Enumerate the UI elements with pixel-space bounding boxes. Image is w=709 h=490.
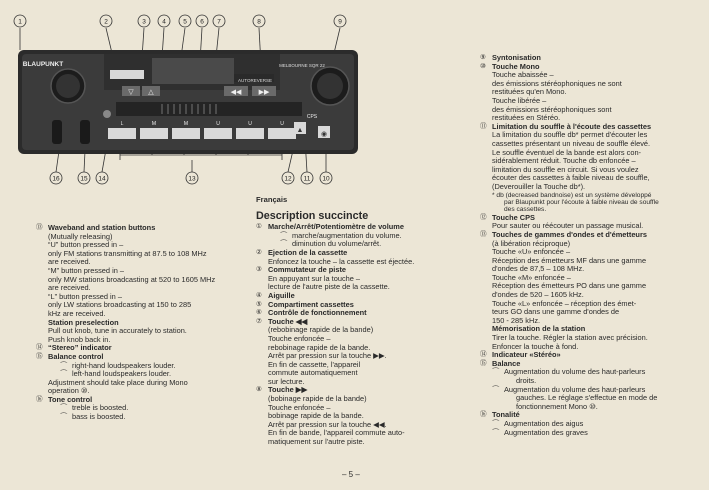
callout-number: 9 bbox=[338, 18, 342, 26]
item-number: ④ bbox=[256, 291, 262, 299]
item-line: Pour sauter ou réécouter un passage musical. bbox=[492, 221, 644, 231]
item-line: gauches. Le réglage s'effectue en mode de bbox=[516, 393, 658, 403]
item-line: (bobinage rapide de la bande) bbox=[268, 394, 367, 404]
item-number: ⑧ bbox=[256, 386, 262, 394]
item-line: Adjustment should take place during Mono bbox=[48, 377, 188, 387]
callout-number: 10 bbox=[322, 175, 330, 183]
item-line: Arrêt par pression sur la touche ◀◀. bbox=[268, 419, 387, 429]
callout-number: 12 bbox=[284, 175, 292, 183]
item-title: Syntonisation bbox=[492, 53, 541, 62]
item-line: Augmentation des aigus bbox=[504, 418, 584, 428]
svg-text:▽: ▽ bbox=[128, 89, 134, 96]
item-number: ② bbox=[256, 248, 262, 256]
preset-label: M bbox=[151, 121, 157, 127]
callout-number: 14 bbox=[98, 175, 106, 183]
item-title: Contrôle de fonctionnement bbox=[268, 308, 367, 318]
item-title: Touche ▶▶ bbox=[268, 385, 308, 395]
curve-icon: ⌒ bbox=[60, 403, 68, 413]
footnote: * db (decreased bandnoise) est un système développé bbox=[492, 191, 652, 199]
item-line: are received. bbox=[48, 283, 91, 293]
item-line: restituées en Stéréo. bbox=[492, 113, 561, 123]
item-number: ⑮ bbox=[36, 352, 43, 360]
item-title: Touche ◀◀ bbox=[268, 316, 308, 326]
item-line: Enfoncez la touche – la cassette est éjectée. bbox=[268, 256, 415, 266]
curve-icon: ⌒ bbox=[60, 369, 68, 379]
section-heading: Description succincte bbox=[256, 209, 369, 222]
item-line: “L” button pressed in – bbox=[48, 291, 122, 301]
item-title: Ejection de la cassette bbox=[268, 247, 348, 257]
item-line: only FM stations transmitting at 87.5 to 108 MHz bbox=[48, 248, 207, 258]
language-label: Français bbox=[256, 195, 288, 204]
callout-number: 3 bbox=[142, 18, 146, 26]
curve-icon: ⌒ bbox=[492, 427, 500, 437]
item-number: ⑤ bbox=[256, 300, 262, 308]
preset-label: U bbox=[216, 121, 220, 127]
item-line: (à libération réciproque) bbox=[492, 238, 571, 248]
item-line: sur lecture. bbox=[268, 376, 305, 386]
item-line: d'ondes de 87,5 – 108 MHz. bbox=[492, 264, 585, 274]
item-line: La limitation du souffle db* permet d'écouter les bbox=[492, 130, 648, 140]
item-number: ⑪ bbox=[480, 122, 487, 130]
cps-label: CPS bbox=[306, 114, 318, 120]
item-line: only MW stations broadcasting at 520 to 1605 MHz bbox=[48, 274, 216, 284]
item-line: lecture de l'autre piste de la cassette. bbox=[268, 282, 390, 292]
item-line: En fin de cassette, l'appareil bbox=[268, 359, 361, 369]
item-line: Touche enfoncée – bbox=[268, 402, 331, 412]
balance-line: ⌒ right-hand loudspeakers louder. bbox=[60, 360, 176, 370]
item-line: écouter des cassettes à faible niveau de souffle, bbox=[492, 173, 650, 183]
curve-icon: ⌒ bbox=[492, 384, 500, 394]
item-line: Le souffle éventuel de la bande est alors con- bbox=[492, 147, 642, 157]
balance-control[interactable] bbox=[80, 120, 90, 144]
item-number: ⑨ bbox=[480, 54, 486, 61]
item-line: teurs GO dans une gamme d'ondes de bbox=[492, 307, 620, 317]
item-number: ⑥ bbox=[256, 309, 262, 317]
curve-icon: ⌒ bbox=[492, 418, 500, 428]
item-line: (Deverouiller la Touche db*). bbox=[492, 181, 586, 191]
item-title: Aiguille bbox=[268, 290, 295, 300]
item-line: Augmentation du volume des haut-parleurs bbox=[504, 384, 646, 394]
item-line: d'ondes de 520 – 1605 kHz. bbox=[492, 290, 584, 300]
curve-icon: ⌒ bbox=[492, 367, 500, 377]
callout-number: 7 bbox=[217, 18, 221, 26]
item-line: Touche abaissée – bbox=[492, 70, 554, 80]
item-line: operation ⑩. bbox=[48, 386, 90, 396]
item-line: diminution du volume/arrêt. bbox=[292, 239, 382, 249]
tone-control[interactable] bbox=[52, 120, 62, 144]
item-title: Indicateur «Stéréo» bbox=[492, 350, 561, 360]
footnote: des cassettes. bbox=[504, 206, 547, 214]
callout-number: 11 bbox=[303, 175, 311, 183]
item-line: limitation du souffle en circuit. Si vous voulez bbox=[492, 164, 639, 174]
item-line: Réception des émetteurs PO dans une gamme bbox=[492, 281, 647, 291]
item-title: Commutateur de piste bbox=[268, 265, 347, 275]
item-number: ⑬ bbox=[36, 224, 43, 231]
item-line: Touche «L» enfoncée – réception des émet- bbox=[492, 298, 637, 308]
item-number: ① bbox=[256, 223, 262, 231]
item-title: Touches de gammes d'ondes et d'émetteurs bbox=[492, 229, 647, 239]
item-line: fonctionnement Mono ⑩. bbox=[516, 401, 598, 411]
curve-icon: ⌒ bbox=[60, 412, 68, 422]
callout-number: 4 bbox=[162, 18, 166, 26]
preset-label: U bbox=[280, 121, 284, 127]
item-line: (rebobinage rapide de la bande) bbox=[268, 325, 374, 335]
item-title: Waveband and station buttons bbox=[48, 223, 156, 232]
item-title: Tone control bbox=[48, 394, 93, 404]
english-column bbox=[36, 224, 241, 422]
preset-label: L bbox=[120, 121, 124, 127]
svg-text:▶▶: ▶▶ bbox=[258, 89, 270, 96]
curve-icon: ⌒ bbox=[280, 230, 288, 240]
item-line: Touche «U» enfoncée – bbox=[492, 247, 571, 257]
curve-icon: ⌒ bbox=[280, 239, 288, 249]
item-number: ⑩ bbox=[480, 62, 486, 70]
callout-number: 15 bbox=[80, 175, 88, 183]
item-title: Tonalité bbox=[492, 410, 520, 420]
svg-text:◉: ◉ bbox=[320, 131, 328, 138]
radio-drawing bbox=[12, 10, 360, 190]
callout-number: 1 bbox=[18, 18, 22, 26]
item-title: “Stereo” indicator bbox=[48, 343, 112, 353]
item-title: Touche Mono bbox=[492, 61, 540, 71]
item-line: bobinage rapide de la bande. bbox=[268, 411, 364, 421]
item-title: Marche/Arrêt/Potentiomètre de volume bbox=[268, 222, 404, 232]
item-line: kHz are received. bbox=[48, 308, 106, 318]
item-line: des émissions stéréophoniques ne sont bbox=[492, 78, 622, 88]
item-title: Limitation du souffle à l'écoute des cassettes bbox=[492, 121, 652, 131]
item-title: Compartiment cassettes bbox=[268, 299, 354, 309]
item-line: commute automatiquement bbox=[268, 368, 358, 378]
item-line: Touche «M» enfoncée – bbox=[492, 272, 571, 282]
item-number: ⑯ bbox=[480, 411, 487, 419]
curve-icon: ⌒ bbox=[60, 360, 68, 370]
item-line: des émissions stéréophoniques sont bbox=[492, 104, 612, 114]
svg-text:▲: ▲ bbox=[296, 127, 304, 134]
callout-number: 13 bbox=[188, 175, 196, 183]
item-line: Arrêt par pression sur la touche ▶▶. bbox=[268, 351, 387, 361]
svg-text:◀◀: ◀◀ bbox=[230, 89, 242, 96]
item-line: En appuyant sur la touche – bbox=[268, 273, 361, 283]
item-number: ③ bbox=[256, 266, 262, 274]
item-line: rebobinage rapide de la bande. bbox=[268, 342, 371, 352]
item-line: Tirer la touche. Régler la station avec précision. bbox=[492, 333, 648, 343]
item-line: Enfoncer la touche à fond. bbox=[492, 341, 579, 351]
radio-illustration bbox=[12, 10, 360, 190]
callout-number: 5 bbox=[183, 18, 187, 26]
item-number: ⑭ bbox=[480, 351, 487, 359]
item-line: Réception des émetteurs MF dans une gamme bbox=[492, 255, 647, 265]
item-number: ⑬ bbox=[480, 230, 487, 238]
item-line: are received. bbox=[48, 257, 91, 267]
item-line: Augmentation des graves bbox=[504, 427, 588, 437]
page-number: – 5 – bbox=[342, 470, 360, 479]
item-line: marche/augmentation du volume. bbox=[292, 230, 402, 240]
french-column-1 bbox=[256, 196, 474, 447]
callout-number: 2 bbox=[104, 18, 108, 26]
item-line: Augmentation du volume des haut-parleurs bbox=[504, 367, 646, 377]
autoreverse-label: AUTOREVERSE bbox=[238, 78, 272, 83]
item-line: Touche libérée – bbox=[492, 95, 547, 105]
item-line: sidérablement réduit. Touche db enfoncée – bbox=[492, 156, 636, 166]
footnote: par Blaupunkt pour l'écoute à faible niveau de souffle bbox=[504, 198, 659, 206]
item-title: Touche CPS bbox=[492, 212, 535, 222]
callout-number: 8 bbox=[257, 18, 261, 26]
item-line: matiquement sur l'autre piste. bbox=[268, 437, 365, 447]
callout-number: 16 bbox=[52, 175, 60, 183]
item-title: Station preselection bbox=[48, 317, 119, 327]
item-line: droits. bbox=[516, 376, 537, 385]
preset-label: U bbox=[248, 121, 252, 127]
item-line: restituées qu'en Mono. bbox=[492, 87, 567, 97]
item-title: Mémorisation de la station bbox=[492, 324, 586, 334]
model-label: MELBOURNE SQR 22 bbox=[279, 63, 325, 68]
french-column-2 bbox=[480, 54, 702, 437]
item-number: ⑮ bbox=[480, 359, 487, 367]
item-line: En fin de bande, l'appareil commute auto- bbox=[268, 428, 405, 438]
callout-number: 6 bbox=[200, 18, 204, 26]
item-line: “U” button pressed in – bbox=[48, 240, 124, 250]
item-line: (Mutually releasing) bbox=[48, 231, 113, 241]
tone-line: ⌒ bass is boosted. bbox=[60, 412, 126, 422]
item-line: Touche enfoncée – bbox=[268, 333, 331, 343]
item-line: Push knob back in. bbox=[48, 334, 111, 344]
tone-line: ⌒ treble is boosted. bbox=[60, 403, 129, 413]
svg-text:△: △ bbox=[148, 89, 154, 96]
item-line: Pull out knob, tune in accurately to station. bbox=[48, 326, 187, 336]
item-line: only LW stations broadcasting at 150 to 285 bbox=[48, 300, 192, 310]
item-line: “M” button pressed in – bbox=[48, 265, 124, 275]
item-title: Balance bbox=[492, 358, 521, 368]
balance-line: ⌒ left-hand loudspeakers louder. bbox=[60, 369, 172, 379]
item-number: ⑦ bbox=[256, 317, 262, 325]
item-line: 150 - 285 kHz. bbox=[492, 315, 541, 325]
brand-logo: BLAUPUNKT bbox=[22, 61, 64, 68]
preset-label: M bbox=[183, 121, 189, 127]
item-number: ⑫ bbox=[480, 213, 487, 221]
item-number: ⑯ bbox=[36, 395, 43, 403]
item-number: ⑭ bbox=[36, 344, 43, 352]
item-line: cassettes présentant un niveau de souffle élevé. bbox=[492, 138, 651, 148]
item-title: Balance control bbox=[48, 351, 104, 361]
